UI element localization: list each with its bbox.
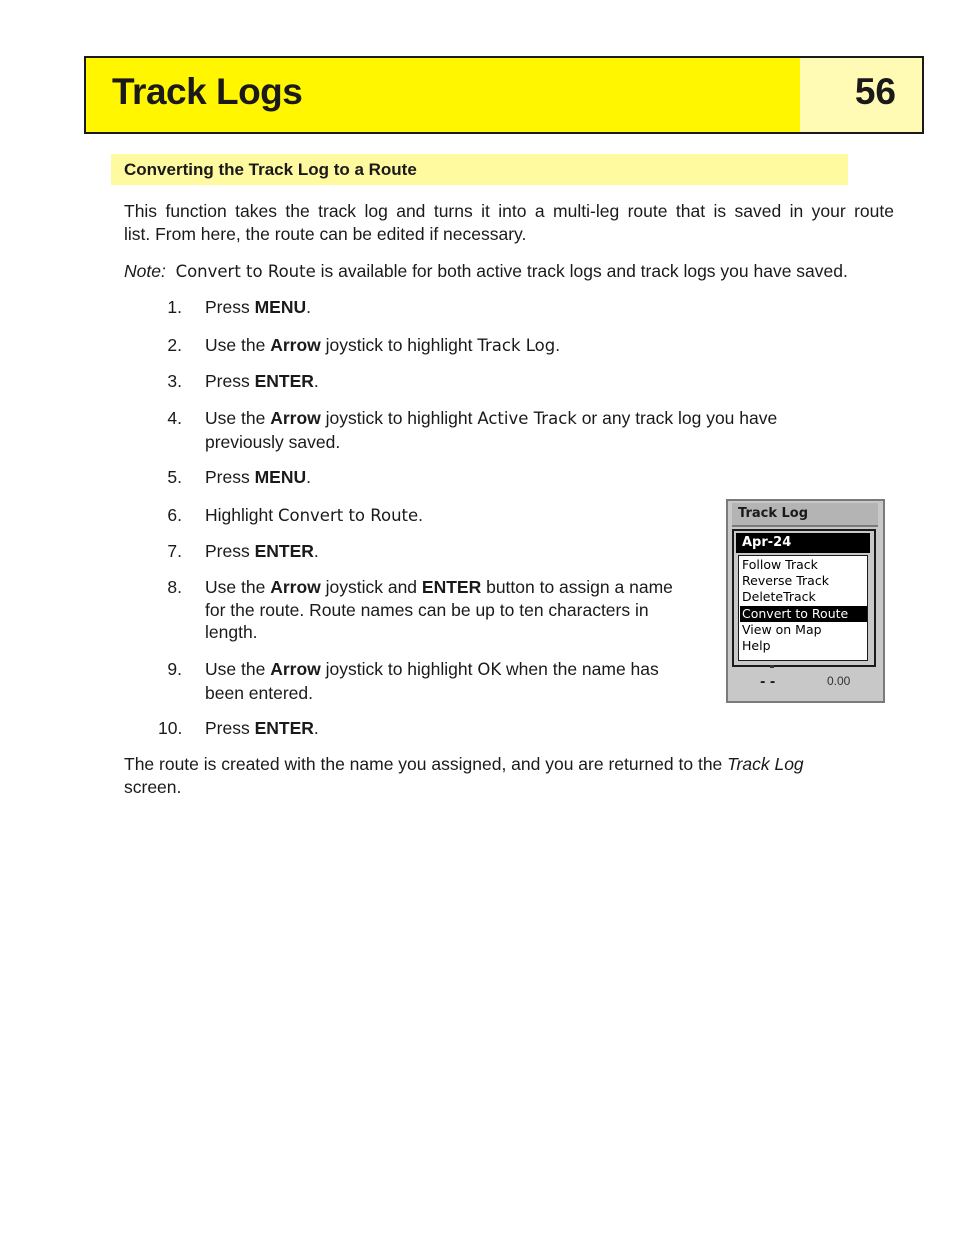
device-screenshot — [726, 499, 885, 703]
track-name: Apr-24 — [742, 535, 792, 550]
step-number: 3. — [167, 371, 182, 391]
page-number-box — [800, 58, 922, 132]
page-title: Track Logs — [112, 71, 303, 112]
intro-paragraph — [124, 200, 894, 245]
menu-item-view-on-map[interactable]: View on Map — [742, 622, 822, 637]
screen-option: Track Log — [477, 336, 556, 355]
screen-option: Convert to Route — [277, 506, 419, 525]
enter-key: ENTER — [254, 371, 314, 391]
device-footer-left: - - — [760, 675, 776, 690]
arrow-key: Arrow — [270, 659, 321, 679]
enter-key: ENTER — [421, 577, 482, 597]
step-number: 2. — [167, 335, 182, 355]
device-title: Track Log — [738, 506, 809, 521]
intro-line-2: list. From here, the route can be edited if necessary. — [124, 223, 527, 244]
arrow-key: Arrow — [270, 577, 321, 597]
menu-key: MENU — [254, 297, 307, 317]
note-command: Convert to Route — [175, 262, 316, 281]
device-title-bar — [732, 503, 878, 527]
intro-line-1: This function takes the track log and turns it into a multi-leg route that is saved in your route — [124, 201, 894, 221]
screen-name: Track Log — [727, 754, 804, 774]
step-number: 9. — [167, 659, 182, 679]
device-popup — [732, 529, 876, 667]
section-title: Converting the Track Log to a Route — [124, 160, 417, 179]
enter-key: ENTER — [254, 718, 314, 738]
step-number: 6. — [167, 505, 182, 525]
page-header — [84, 56, 924, 134]
menu-item-convert-to-route[interactable]: Convert to Route — [740, 606, 867, 622]
outro-paragraph: The route is created with the name you assigned, and you are returned to the Track Log screen. — [124, 754, 804, 797]
enter-key: ENTER — [254, 541, 314, 561]
step-number: 1. — [167, 297, 182, 317]
page-number: 56 — [854, 71, 896, 112]
section-heading-bar — [111, 154, 848, 185]
menu-item-reverse-track[interactable]: Reverse Track — [742, 573, 829, 588]
note-paragraph — [124, 260, 914, 284]
step-number: 7. — [167, 541, 182, 561]
screen-option: OK — [477, 660, 502, 679]
device-footer-value: 0.00 — [827, 674, 851, 688]
step-number: 5. — [167, 467, 182, 487]
device-tick-mark — [770, 665, 774, 668]
device-menu — [738, 555, 868, 661]
note-label: Note: — [124, 261, 166, 281]
menu-item-follow-track[interactable]: Follow Track — [742, 557, 818, 572]
arrow-key: Arrow — [270, 335, 321, 355]
menu-key: MENU — [254, 467, 307, 487]
note-text: is available for both active track logs and track logs you have saved. — [315, 261, 848, 281]
menu-item-help[interactable]: Help — [742, 638, 771, 653]
device-popup-header — [736, 533, 870, 553]
arrow-key: Arrow — [270, 408, 321, 428]
step-number: 4. — [167, 408, 182, 428]
step-number: 8. — [167, 577, 182, 597]
menu-item-delete-track[interactable]: DeleteTrack — [742, 589, 816, 604]
screen-option: Active Track — [477, 409, 577, 428]
step-number: 10. — [158, 718, 183, 738]
